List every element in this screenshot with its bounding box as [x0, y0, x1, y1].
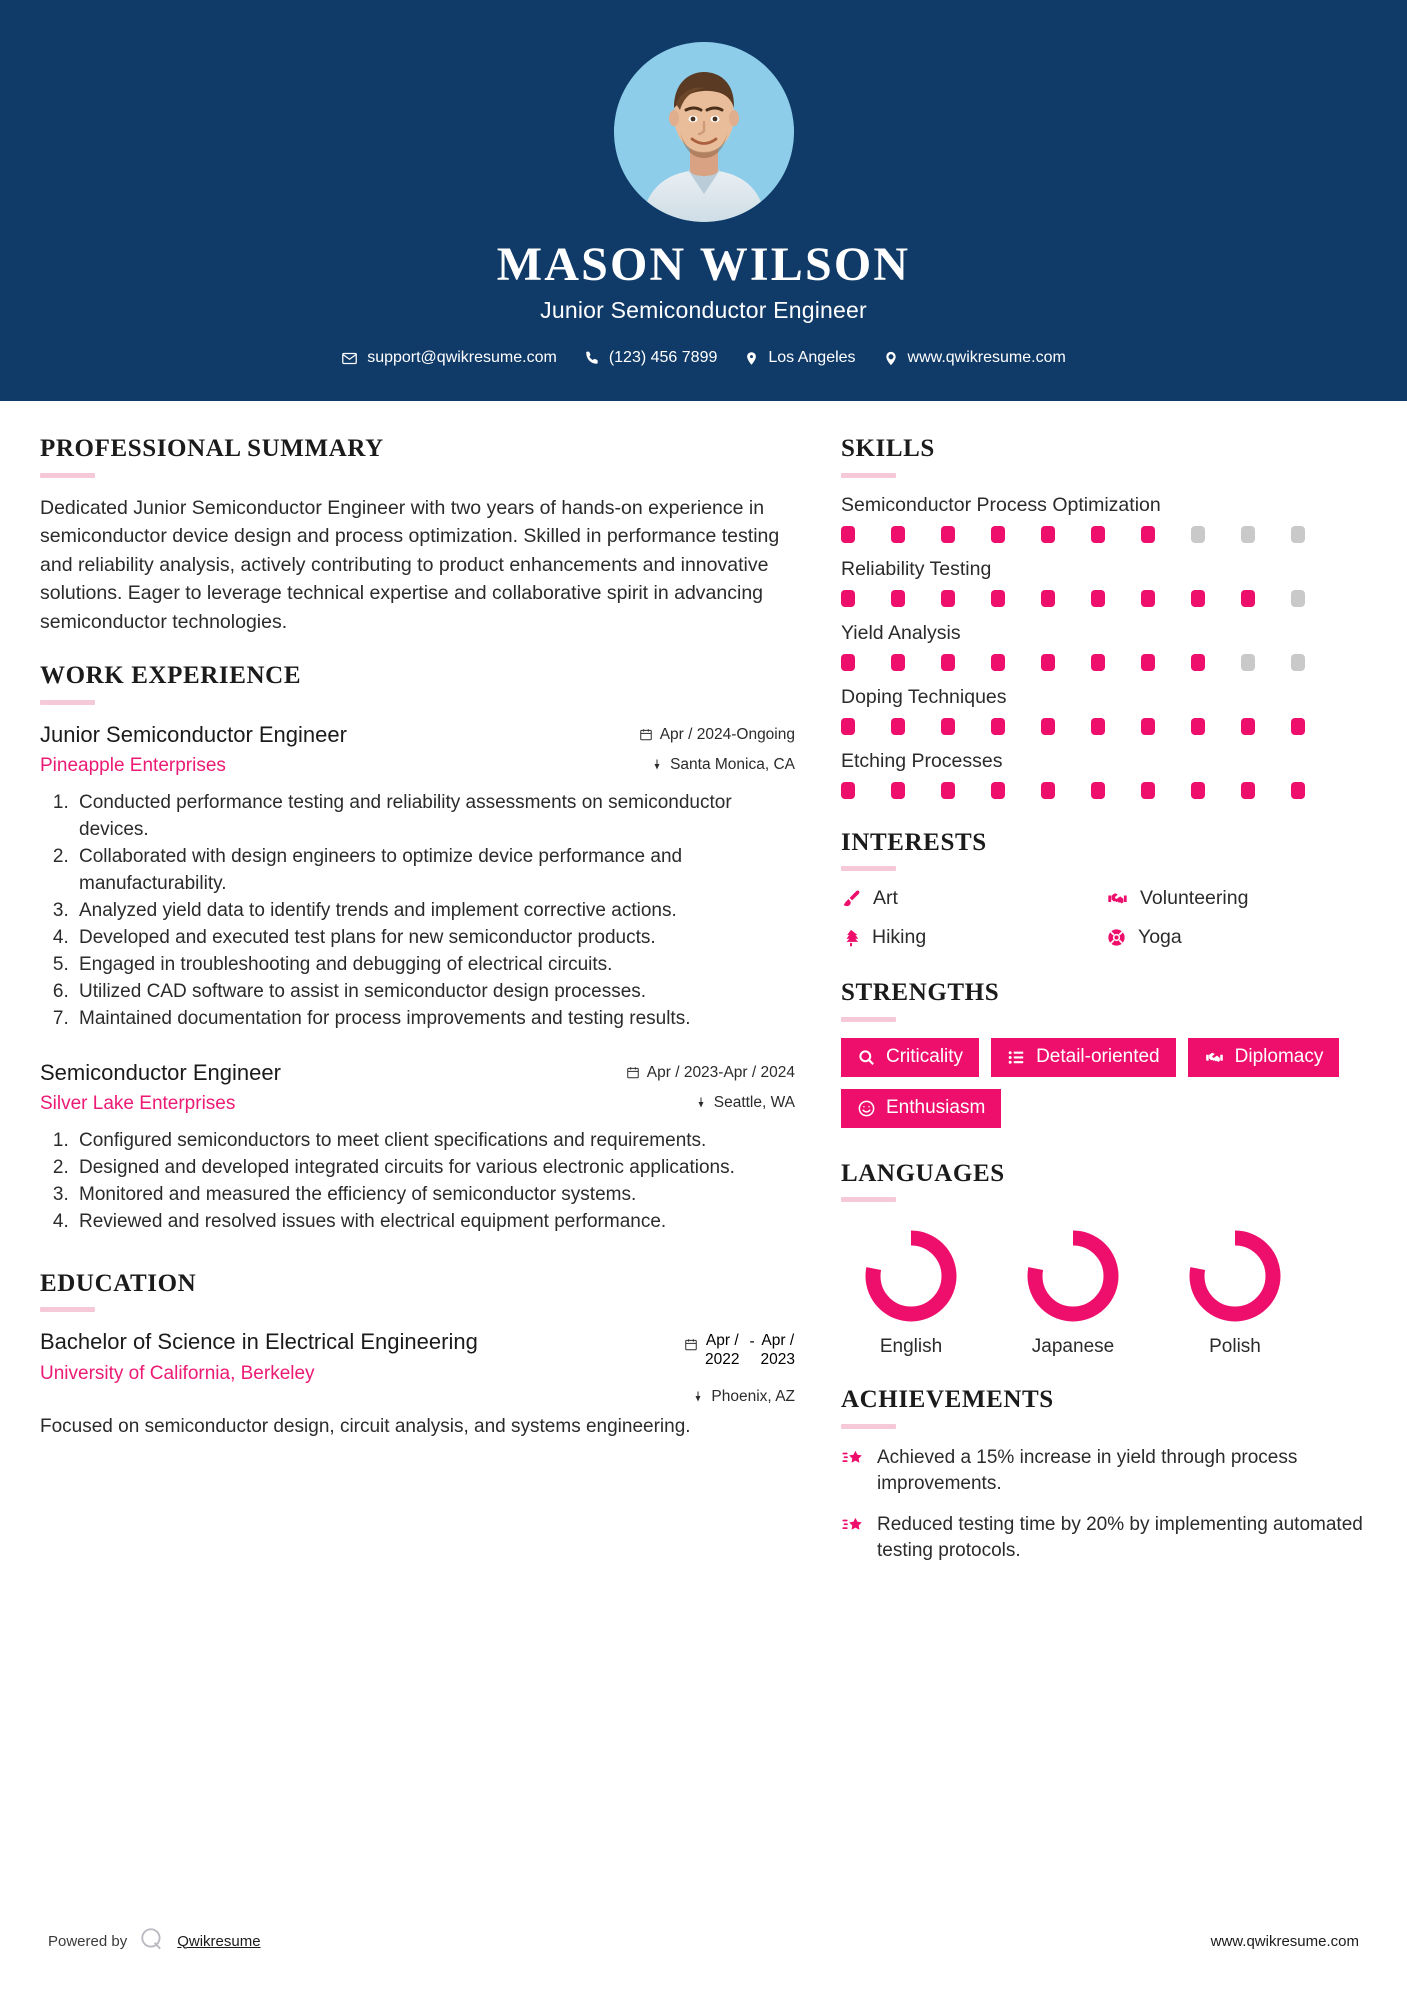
achievement-item	[841, 1445, 1363, 1498]
experience-bullet: 6. Utilized CAD software to assist in semiconductor design processes.	[74, 979, 795, 1006]
section-divider	[841, 1424, 896, 1429]
language-name: Japanese	[1031, 1336, 1115, 1358]
strength-chip-diplomacy[interactable]	[1188, 1038, 1340, 1077]
section-title-work-experience: WORK EXPERIENCE	[40, 662, 302, 690]
achievement-text: Achieved a 15% increase in yield through process improvements.	[877, 1446, 1298, 1495]
contact-phone-text: (123) 456 7899	[608, 349, 718, 367]
skill-rating-dot	[891, 654, 905, 671]
skill-rating-dot	[1141, 526, 1155, 543]
skill-rating	[841, 654, 1363, 671]
handshake-icon	[1204, 1048, 1225, 1067]
page-title: MASON WILSON	[496, 238, 911, 291]
skill-rating-dot	[1141, 590, 1155, 607]
interest-item	[841, 887, 1098, 910]
skill-rating-dot	[1041, 654, 1055, 671]
section-divider	[841, 473, 896, 478]
skill-rating	[841, 782, 1363, 799]
education-date-end-month: Apr /	[761, 1332, 795, 1350]
interest-item	[1106, 926, 1363, 949]
language-name: Polish	[1209, 1336, 1261, 1358]
contact-email[interactable]	[332, 349, 566, 367]
section-title-skills: SKILLS	[841, 435, 935, 463]
footer-website[interactable]: www.qwikresume.com	[1210, 1932, 1359, 1950]
section-strengths	[841, 979, 1363, 1127]
skill-rating-dot	[841, 782, 855, 799]
section-title-languages: LANGUAGES	[841, 1159, 1005, 1187]
skill-rating-dot	[1091, 782, 1105, 799]
education-date-start-year: 2022	[705, 1350, 740, 1368]
section-interests	[841, 829, 1363, 950]
contact-location[interactable]	[735, 349, 864, 367]
footer-branding	[48, 1926, 261, 1956]
language-item	[841, 1224, 981, 1358]
pin-icon	[692, 1389, 704, 1404]
strength-chip-detail-oriented[interactable]	[991, 1038, 1176, 1077]
skill-rating	[841, 590, 1363, 607]
achievement-text: Reduced testing time by 20% by implementing automated testing protocols.	[877, 1513, 1363, 1562]
shooting-star-icon	[841, 1512, 865, 1537]
skill-rating-dot	[991, 654, 1005, 671]
skill-rating-dot	[1191, 654, 1205, 671]
language-item	[1003, 1224, 1143, 1358]
calendar-icon	[626, 1065, 640, 1080]
qwikresume-logo-icon	[139, 1926, 165, 1956]
experience-dates-text: Apr / 2023-Apr / 2024	[646, 1063, 795, 1081]
section-divider	[841, 1197, 896, 1202]
skill-rating-dot	[891, 782, 905, 799]
education-dates	[580, 1332, 795, 1369]
contact-email-text: support@qwikresume.com	[367, 349, 557, 367]
experience-entry	[40, 1059, 795, 1236]
skill-item	[841, 494, 1363, 543]
contact-website[interactable]	[874, 349, 1075, 367]
search-icon	[857, 1048, 876, 1067]
experience-bullet: 3. Analyzed yield data to identify trends and implement corrective actions.	[74, 898, 795, 925]
skill-rating-dot	[941, 526, 955, 543]
experience-organization: Silver Lake Enterprises	[40, 1093, 236, 1115]
skills-list	[841, 494, 1363, 799]
handshake-icon	[1106, 888, 1129, 909]
section-education	[40, 1270, 795, 1441]
left-column	[40, 435, 795, 1467]
skill-rating-dot	[1241, 782, 1255, 799]
lifebuoy-icon	[1106, 927, 1127, 948]
skill-rating-dot	[1141, 782, 1155, 799]
skill-rating-dot	[1091, 654, 1105, 671]
globe-icon	[883, 350, 899, 367]
skill-rating-dot	[1041, 526, 1055, 543]
skill-rating-dot	[1291, 654, 1305, 671]
envelope-icon	[341, 350, 358, 367]
strength-label: Detail-oriented	[1036, 1045, 1160, 1067]
skill-rating-dot	[1041, 590, 1055, 607]
section-title-summary: PROFESSIONAL SUMMARY	[40, 435, 384, 463]
section-divider	[841, 866, 896, 871]
experience-bullet: 5. Engaged in troubleshooting and debugging of electrical circuits.	[74, 952, 795, 979]
section-professional-summary	[40, 435, 795, 636]
skill-item	[841, 750, 1363, 799]
experience-dates-text: Apr / 2024-Ongoing	[659, 725, 795, 743]
phone-icon	[584, 350, 600, 366]
resume-body	[0, 401, 1407, 1591]
experience-bullet: 2. Collaborated with design engineers to optimize device performance and manufacturability.	[74, 844, 795, 898]
skill-rating-dot	[891, 590, 905, 607]
section-work-experience	[40, 662, 795, 1236]
strength-label: Enthusiasm	[886, 1096, 986, 1118]
skill-rating-dot	[991, 782, 1005, 799]
education-date-separator: -	[749, 1333, 755, 1351]
section-divider	[40, 700, 95, 705]
strength-label: Diplomacy	[1234, 1045, 1324, 1067]
skill-name: Doping Techniques	[841, 685, 1007, 708]
section-divider	[40, 1307, 95, 1312]
section-title-education: EDUCATION	[40, 1269, 197, 1297]
skill-rating-dot	[1041, 718, 1055, 735]
language-name: English	[879, 1336, 943, 1358]
education-description: Focused on semiconductor design, circuit analysis, and systems engineering.	[40, 1416, 691, 1438]
interest-item	[841, 926, 1098, 949]
skill-item	[841, 686, 1363, 735]
section-divider	[40, 473, 95, 478]
experience-bullet: 4. Developed and executed test plans for new semiconductor products.	[74, 925, 795, 952]
skill-name: Semiconductor Process Optimization	[841, 493, 1161, 516]
skill-rating-dot	[941, 718, 955, 735]
right-column	[841, 435, 1363, 1591]
pin-icon	[695, 1095, 707, 1110]
skill-rating-dot	[1241, 654, 1255, 671]
experience-role: Semiconductor Engineer	[40, 1059, 281, 1085]
experience-dates	[580, 1063, 795, 1082]
skill-rating	[841, 526, 1363, 543]
skill-rating-dot	[1141, 718, 1155, 735]
experience-location-text: Santa Monica, CA	[670, 756, 795, 774]
experience-bullet: 1. Configured semiconductors to meet client specifications and requirements.	[74, 1128, 795, 1155]
skill-rating-dot	[841, 654, 855, 671]
experience-bullet: 4. Reviewed and resolved issues with electrical equipment performance.	[74, 1209, 795, 1236]
education-location	[580, 1387, 795, 1406]
job-title: Junior Semiconductor Engineer	[540, 297, 867, 324]
resume-header	[0, 0, 1407, 401]
education-date-start-month: Apr /	[705, 1332, 739, 1350]
skill-rating-dot	[1291, 526, 1305, 543]
strengths-list	[841, 1038, 1363, 1128]
skill-name: Reliability Testing	[841, 557, 992, 580]
experience-bullets	[40, 790, 795, 1033]
skill-rating-dot	[941, 782, 955, 799]
list-icon	[1007, 1048, 1026, 1067]
page-footer	[0, 1926, 1407, 1956]
section-title-strengths: STRENGTHS	[841, 979, 1000, 1007]
tree-icon	[841, 927, 861, 948]
section-languages	[841, 1160, 1363, 1359]
section-title-interests: INTERESTS	[841, 828, 987, 856]
language-progress-ring	[859, 1224, 963, 1328]
skill-rating-dot	[1291, 718, 1305, 735]
contact-location-text: Los Angeles	[768, 349, 856, 367]
interest-label: Art	[873, 887, 898, 910]
interest-label: Volunteering	[1140, 887, 1249, 910]
skill-rating-dot	[1191, 590, 1205, 607]
interest-label: Hiking	[872, 926, 927, 949]
language-progress-ring	[1021, 1224, 1125, 1328]
footer-brand-link[interactable]: Qwikresume	[177, 1932, 261, 1950]
section-skills	[841, 435, 1363, 799]
education-date-end-year: 2023	[760, 1350, 795, 1368]
shooting-star-icon	[841, 1445, 865, 1470]
skill-name: Etching Processes	[841, 749, 1003, 772]
language-item	[1165, 1224, 1305, 1358]
skill-rating-dot	[1241, 526, 1255, 543]
skill-rating-dot	[1091, 718, 1105, 735]
experience-organization: Pineapple Enterprises	[40, 755, 226, 777]
experience-bullets	[40, 1128, 795, 1236]
experience-bullet: 2. Designed and developed integrated circuits for various electronic applications.	[74, 1155, 795, 1182]
contact-phone[interactable]	[575, 349, 727, 367]
skill-rating-dot	[891, 718, 905, 735]
avatar-photo-icon	[614, 42, 794, 222]
skill-rating-dot	[1041, 782, 1055, 799]
skill-rating-dot	[1191, 782, 1205, 799]
smiley-icon	[857, 1099, 876, 1118]
skill-rating-dot	[941, 590, 955, 607]
footer-powered-by-label: Powered by	[48, 1932, 128, 1950]
skill-rating-dot	[991, 590, 1005, 607]
experience-entry	[40, 721, 795, 1033]
skill-rating-dot	[1291, 782, 1305, 799]
experience-location	[580, 755, 795, 774]
skill-rating-dot	[841, 590, 855, 607]
interest-label: Yoga	[1138, 926, 1182, 949]
experience-location-text: Seattle, WA	[713, 1094, 795, 1112]
calendar-icon	[684, 1337, 698, 1357]
skill-item	[841, 558, 1363, 607]
interest-item	[1106, 887, 1363, 910]
calendar-icon	[639, 727, 653, 742]
skill-item	[841, 622, 1363, 671]
pin-icon	[651, 757, 663, 772]
experience-bullet: 7. Maintained documentation for process improvements and testing results.	[74, 1006, 795, 1033]
experience-role: Junior Semiconductor Engineer	[40, 721, 347, 747]
skill-rating-dot	[841, 718, 855, 735]
skill-rating-dot	[1291, 590, 1305, 607]
language-progress-ring	[1183, 1224, 1287, 1328]
contact-bar	[0, 349, 1407, 367]
section-achievements	[841, 1386, 1363, 1565]
skill-rating-dot	[891, 526, 905, 543]
experience-bullet: 1. Conducted performance testing and reliability assessments on semiconductor devices.	[74, 790, 795, 844]
strength-chip-enthusiasm[interactable]	[841, 1089, 1001, 1128]
skill-rating-dot	[991, 718, 1005, 735]
interests-grid	[841, 887, 1363, 949]
map-pin-icon	[744, 350, 759, 367]
paintbrush-icon	[841, 888, 862, 909]
education-degree: Bachelor of Science in Electrical Engineering	[40, 1329, 478, 1355]
section-title-achievements: ACHIEVEMENTS	[841, 1386, 1054, 1414]
skill-rating	[841, 718, 1363, 735]
education-location-text: Phoenix, AZ	[711, 1387, 795, 1405]
strength-chip-criticality[interactable]	[841, 1038, 979, 1077]
experience-location	[580, 1093, 795, 1112]
section-divider	[841, 1017, 896, 1022]
skill-rating-dot	[941, 654, 955, 671]
education-entry	[40, 1328, 795, 1441]
experience-bullet: 3. Monitored and measured the efficiency of semiconductor systems.	[74, 1182, 795, 1209]
avatar	[614, 42, 794, 222]
languages-list	[841, 1218, 1363, 1358]
skill-rating-dot	[1241, 590, 1255, 607]
summary-text: Dedicated Junior Semiconductor Engineer with two years of hands-on experience in semiconductor device design and process optimization. Skilled in performance testing and reliability analysis, actively contributing to product enhancements and innovative solutions. Eager to leverage technical expertise and collaborative spirit in advancing semiconductor technologies.	[40, 496, 780, 633]
skill-rating-dot	[1241, 718, 1255, 735]
achievement-item	[841, 1512, 1363, 1565]
skill-rating-dot	[1191, 526, 1205, 543]
skill-rating-dot	[1191, 718, 1205, 735]
experience-dates	[580, 725, 795, 744]
achievements-list	[841, 1445, 1363, 1565]
strength-label: Criticality	[886, 1045, 964, 1067]
skill-rating-dot	[1091, 526, 1105, 543]
skill-name: Yield Analysis	[841, 621, 961, 644]
skill-rating-dot	[1141, 654, 1155, 671]
skill-rating-dot	[991, 526, 1005, 543]
contact-website-text: www.qwikresume.com	[907, 349, 1066, 367]
skill-rating-dot	[841, 526, 855, 543]
skill-rating-dot	[1091, 590, 1105, 607]
education-institution: University of California, Berkeley	[40, 1362, 315, 1384]
